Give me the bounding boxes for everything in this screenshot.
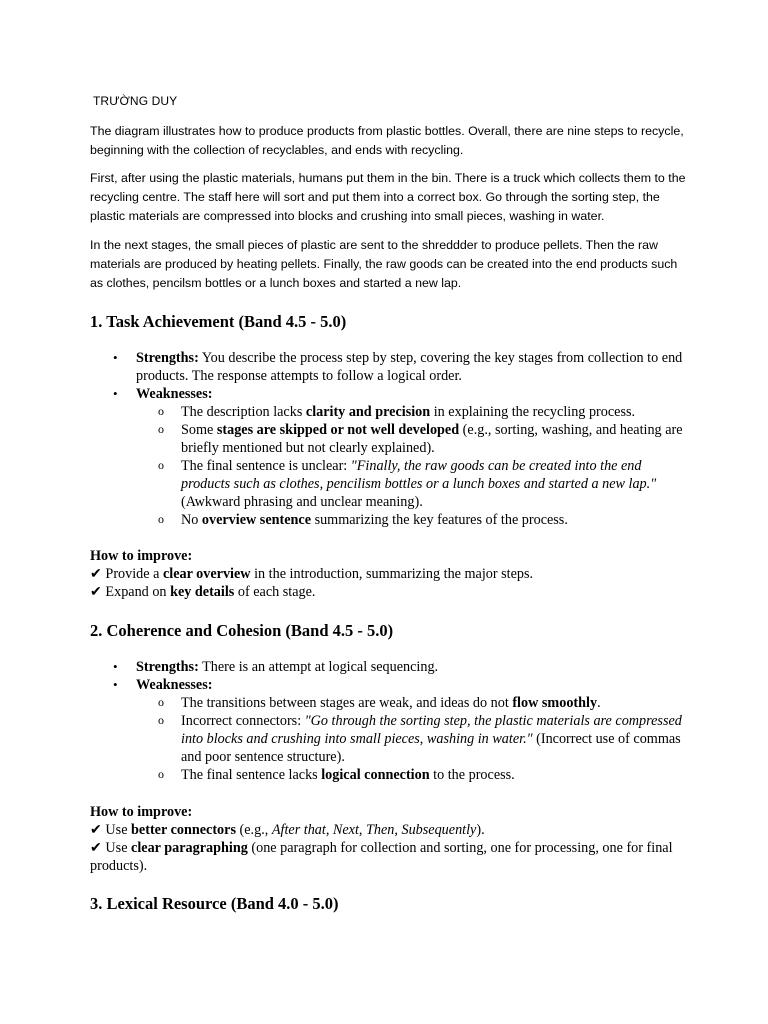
sub-bullet: o No overview sentence summarizing the key features of the process.: [158, 512, 568, 528]
bullet-dot-icon: •: [113, 386, 118, 401]
improve-item: ✔ Use better connectors (e.g., After that, Next, Then, Subsequently).: [90, 822, 485, 838]
task-achievement-improve: How to improve: ✔ Provide a clear overview in the introduction, summarizing the major steps. ✔ Expand on key details of each stage.: [90, 547, 690, 601]
task-achievement-list: [90, 349, 690, 529]
sub-bullet: o The description lacks clarity and precision in explaining the recycling process.: [158, 404, 636, 420]
bullet-weaknesses: • Weaknesses:: [113, 677, 213, 693]
coherence-list: [90, 658, 690, 784]
sub-bullet: o Some stages are skipped or not well developed (e.g., sorting, washing, and heating are briefly mentioned but not clearly explained).: [158, 422, 683, 456]
improve-item: ✔ Expand on key details of each stage.: [90, 584, 316, 600]
sub-bullet-circle-icon: o: [158, 695, 164, 709]
bullet-dot-icon: •: [113, 350, 118, 365]
author-name: TRƯỜNG DUY: [93, 94, 178, 108]
sub-bullet-circle-icon: o: [158, 404, 164, 418]
sub-bullet-circle-icon: o: [158, 512, 164, 526]
bullet-strengths: • Strengths: You describe the process step by step, covering the key stages from collection to end products. The response attempts to follow a logical order.: [113, 350, 683, 384]
bullet-weaknesses: • Weaknesses:: [113, 386, 213, 402]
essay-paragraph-3: In the next stages, the small pieces of plastic are sent to the shreddder to produce pellets. Then the raw materials are produced by heating pellets. Finally, the raw goods can be created into the end products such as clothes, pencilsm bottles or a lunch boxes and started a new lap.: [90, 238, 678, 290]
bullet-dot-icon: •: [113, 677, 118, 692]
improve-item: ✔ Use clear paragraphing (one paragraph for collection and sorting, one for processing, one for final products).: [90, 840, 673, 874]
improve-item: ✔ Provide a clear overview in the introduction, summarizing the major steps.: [90, 566, 534, 582]
sub-bullet: o Incorrect connectors: "Go through the sorting step, the plastic materials are compressed into blocks and crushing into small pieces, washing in water." (Incorrect use of commas and poor sentence structure).: [158, 713, 682, 765]
sub-bullet-circle-icon: o: [158, 713, 164, 727]
sub-bullet: o The final sentence lacks logical connection to the process.: [158, 767, 515, 783]
sub-bullet-circle-icon: o: [158, 422, 164, 436]
section-heading-coherence-cohesion: 2. Coherence and Cohesion (Band 4.5 - 5.0): [90, 621, 394, 640]
section-heading-task-achievement: 1. Task Achievement (Band 4.5 - 5.0): [90, 312, 347, 331]
sub-bullet-circle-icon: o: [158, 458, 164, 472]
sub-bullet-circle-icon: o: [158, 767, 164, 781]
sub-bullet: o The final sentence is unclear: "Finally, the raw goods can be created into the end products such as clothes, pencilism bottles or a lunch boxes and started a new lap." (Awkward phrasing and unclear meaning).: [158, 458, 657, 510]
sub-bullet: o The transitions between stages are weak, and ideas do not flow smoothly.: [158, 695, 601, 711]
coherence-improve: How to improve: ✔ Use better connectors (e.g., After that, Next, Then, Subsequently). ✔ Use clear paragraphing (one paragraph for collection and sorting, one for processing, one for final products).: [90, 803, 690, 875]
essay-paragraph-2: First, after using the plastic materials, humans put them in the bin. There is a truck which collects them to the recycling centre. The staff here will sort and put them into a correct box. Go through the sorting step, the plastic materials are compressed into blocks and crushing into small pieces, washing in water.: [90, 171, 686, 223]
bullet-dot-icon: •: [113, 659, 118, 674]
essay-paragraph-1: The diagram illustrates how to produce products from plastic bottles. Overall, there are nine steps to recycle, beginning with the collection of recyclables, and ends with recycling.: [90, 124, 684, 157]
bullet-strengths: • Strengths: There is an attempt at logical sequencing.: [113, 659, 439, 675]
section-heading-lexical-resource: 3. Lexical Resource (Band 4.0 - 5.0): [90, 894, 339, 913]
